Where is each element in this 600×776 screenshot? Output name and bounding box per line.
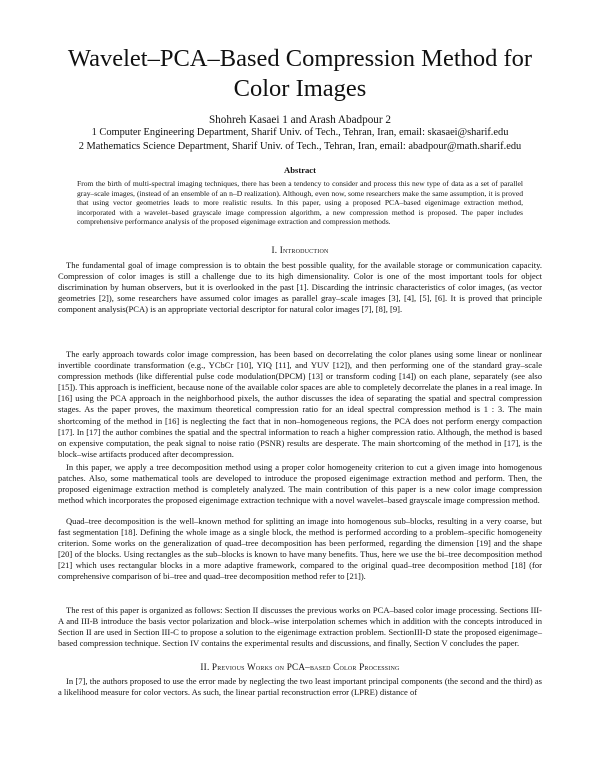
intro-paragraph-3: In this paper, we apply a tree decomposition method using a proper color homogeneity criterion to cut a given image into homogenous patches. Also, some mathematical tools are developed to introduce the proposed eigenimage extraction method and perform. Then, the proposed eigenimage extraction method is completely analyzed. The main contribution of this paper is a new color image compression method which incorporates the proposed eigenimage extraction technique with a novel wavelet–based grayscale image compression method. xyxy=(58,462,542,506)
intro-paragraph-5: The rest of this paper is organized as follows: Section II discusses the previous works on PCA–based color image processing. Sections III-A and III-B introduce the basis vector polarization and block–wise interpolation schemes which in addition with the concepts introduced in Section II are used in Section III-C to propose a solution to the eigenimage extraction problem. SectionIII-D state the proposed eigenimage–based compression technique. Section IV contains the experimental results and discussions, and finally, Section V concludes the paper. xyxy=(58,605,542,649)
affiliation-1: 1 Computer Engineering Department, Sharif Univ. of Tech., Tehran, Iran, email: skasaei@sharif.edu xyxy=(91,127,509,138)
previous-works-paragraph-1: In [7], the authors proposed to use the error made by neglecting the two least important principal components (the second and the third) as a likelihood measure for color vectors. As such, the linear partial reconstruction error (LPRE) distance of xyxy=(58,676,542,698)
section-heading-previous-works: II. Previous Works on PCA–based Color Processing xyxy=(200,662,400,672)
section-heading-introduction: I. Introduction xyxy=(271,245,329,255)
intro-paragraph-1: The fundamental goal of image compression is to obtain the best possible quality, for the available storage or communication capacity. Compression of color images is still a challenge due to its high dimensionality. Color is one of the most important tools for object discrimination by human observers, but it is overlooked in the past [1]. Discarding the intrinsic characteristics of color images, (as vector geometries [2]), some researchers have assumed color images as parallel gray–scale images [3], [4], [5], [6]. It is proved that principle component analysis(PCA) is an appropriate vectorial descriptor for natural color images [7], [8], [9]. xyxy=(58,260,542,315)
abstract-body: From the birth of multi-spectral imaging techniques, there has been a tendency to consider and process this new type of data as a set of parallel gray–scale images, (instead of an ensemble of an n–D realization). Although, even now, some researchers make the same assumption, it is proved that using vector geometries leads to more realistic results. In this paper, using a proposed PCA–based eigenimage extraction method, incorporated with a wavelet–based grayscale image compression algorithm, a new compression method is proposed. The paper includes comprehensive performance analysis of the proposed eigenimage extraction and compression methods. xyxy=(77,179,523,227)
paper-title: Wavelet–PCA–Based Compression Method for Color Images xyxy=(67,45,533,102)
author-line: Shohreh Kasaei 1 and Arash Abadpour 2 xyxy=(208,114,392,126)
intro-paragraph-2: The early approach towards color image compression, has been based on decorrelating the color planes using some linear or nonlinear invertible coordinate transformation (e.g., YCbCr [10], YIQ [11], and YUV [12]), and then performing one of the standard gray–scale compression methods (like differential pulse code modulation(DPCM) [13] or transform coding [14]) on each plane, separately (see also [15]). This approach is inefficient, because none of the available color spaces are able to completely decorrelate the planes in a real image. In [16] using the PCA approach in the neighborhood pixels, the author discusses the idea of separating the spatial and spectral compression stages. As the paper proves, the maximum theoretical compression ratio for an ideal spectral compression method is 1 : 3. The main shortcoming of the method in [16] is neglecting the fact that in non–homogeneous regions, the PCA does not perform energy compaction [17]. In [17] the author combines the spatial and the spectral information to reach a higher compression ratio. Although, the method is based on expensive computation, the peak signal to noise ratio (PSNR) results are desperate. The main shortcoming of the method in [17], is the block–wise artifacts produced after decompression. xyxy=(58,349,542,459)
affiliation-2: 2 Mathematics Science Department, Sharif Univ. of Tech., Tehran, Iran, email: abadpour@math.sharif.edu xyxy=(78,141,522,152)
abstract-heading: Abstract xyxy=(284,165,316,175)
intro-paragraph-4: Quad–tree decomposition is the well–known method for splitting an image into homogenous sub–blocks, resulting in a very coarse, but fast segmentation [18]. Defining the whole image as a single block, the method is performed according to a problem–specific homogeneity criterion. Some works on the generalization of quad–tree decomposition has been performed, regarding the dimension [19] and the shape [20] of the blocks. Using rectangles as the sub–blocks is known to have many benefits. Thus, here we use the bi–tree decomposition method [21] which uses rectangular blocks in a more adaptive framework, compared to the original quad–tree decomposition method [18] (for comprehensive comparison of bi–tree and quad–tree decomposition method refer to [21]). xyxy=(58,516,542,582)
